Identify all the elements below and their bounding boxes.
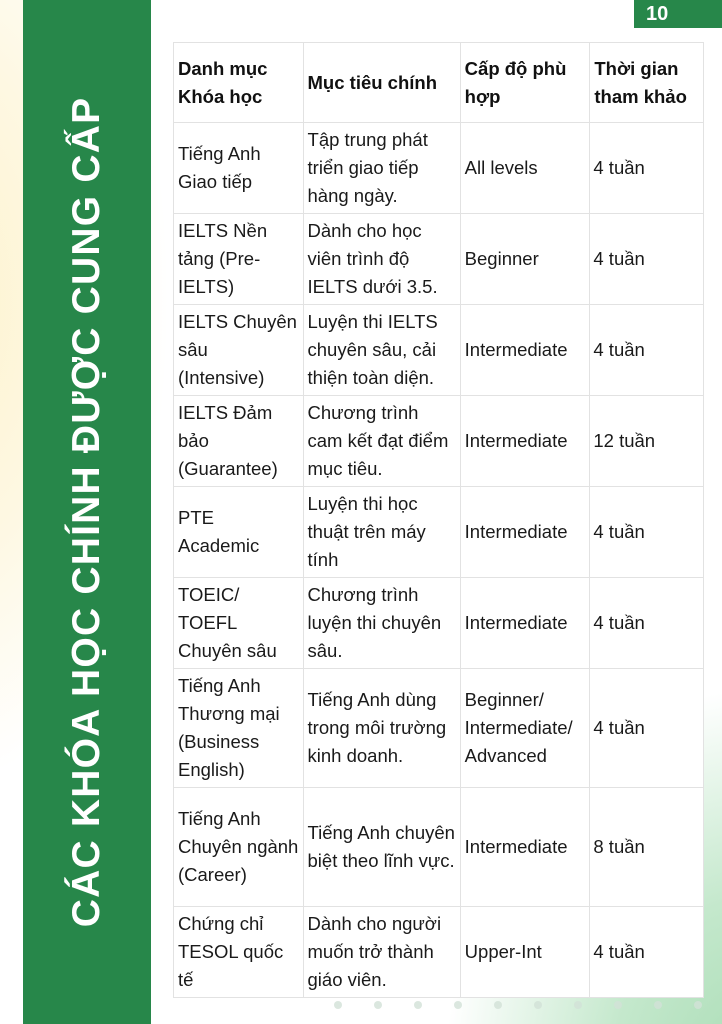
cell-course: IELTS Chuyên sâu (Intensive) [174,305,304,396]
table-row [174,907,704,998]
cell-duration: 4 tuần [590,669,704,788]
dot-decoration [574,1001,582,1009]
dot-decoration [654,1001,662,1009]
dot-decoration [614,1001,622,1009]
cell-duration: 4 tuần [590,123,704,214]
cell-duration: 4 tuần [590,907,704,998]
table-row [174,396,704,487]
cell-goal: Tiếng Anh dùng trong môi trường kinh doanh. [303,669,460,788]
dot-decoration [494,1001,502,1009]
dot-decoration [534,1001,542,1009]
dot-decoration [454,1001,462,1009]
page-title: CÁC KHÓA HỌC CHÍNH ĐƯỢC CUNG CẤP [65,96,108,928]
dot-decoration [334,1001,342,1009]
header-level: Cấp độ phù hợp [460,43,590,123]
table-row [174,214,704,305]
dot-decoration [374,1001,382,1009]
table-row [174,123,704,214]
cell-goal: Dành cho học viên trình độ IELTS dưới 3.5. [303,214,460,305]
cell-duration: 8 tuần [590,788,704,907]
cell-level: Beginner/ Intermediate/ Advanced [460,669,590,788]
table-row [174,305,704,396]
cell-course: Chứng chỉ TESOL quốc tế [174,907,304,998]
cell-goal: Luyện thi học thuật trên máy tính [303,487,460,578]
cell-course: PTE Academic [174,487,304,578]
page-number-badge: 10 [634,0,722,28]
table-row [174,788,704,907]
cell-level: Intermediate [460,305,590,396]
cell-goal: Chương trình cam kết đạt điểm mục tiêu. [303,396,460,487]
dot-decoration [414,1001,422,1009]
cell-course: IELTS Nền tảng (Pre-IELTS) [174,214,304,305]
cell-duration: 4 tuần [590,214,704,305]
table-row [174,578,704,669]
cell-level: All levels [460,123,590,214]
cell-level: Upper-Int [460,907,590,998]
cell-goal: Dành cho người muốn trở thành giáo viên. [303,907,460,998]
cell-duration: 4 tuần [590,305,704,396]
dot-decoration [694,1001,702,1009]
cell-course: Tiếng Anh Giao tiếp [174,123,304,214]
cell-duration: 12 tuần [590,396,704,487]
cell-duration: 4 tuần [590,487,704,578]
decorative-dots [334,1001,702,1009]
cell-goal: Chương trình luyện thi chuyên sâu. [303,578,460,669]
header-main-goal: Mục tiêu chính [303,43,460,123]
cell-course: Tiếng Anh Thương mại (Business English) [174,669,304,788]
cell-level: Beginner [460,214,590,305]
table-row [174,487,704,578]
header-duration: Thời gian tham khảo [590,43,704,123]
cell-goal: Tiếng Anh chuyên biệt theo lĩnh vực. [303,788,460,907]
courses-table [173,42,704,998]
cell-course: IELTS Đảm bảo (Guarantee) [174,396,304,487]
cell-duration: 4 tuần [590,578,704,669]
cell-level: Intermediate [460,487,590,578]
cell-goal: Luyện thi IELTS chuyên sâu, cải thiện toàn diện. [303,305,460,396]
cell-level: Intermediate [460,788,590,907]
table-header-row [174,43,704,123]
cell-level: Intermediate [460,396,590,487]
table-row [174,669,704,788]
cell-course: TOEIC/ TOEFL Chuyên sâu [174,578,304,669]
cell-goal: Tập trung phát triển giao tiếp hàng ngày. [303,123,460,214]
cell-level: Intermediate [460,578,590,669]
header-course-category: Danh mục Khóa học [174,43,304,123]
cell-course: Tiếng Anh Chuyên ngành (Career) [174,788,304,907]
